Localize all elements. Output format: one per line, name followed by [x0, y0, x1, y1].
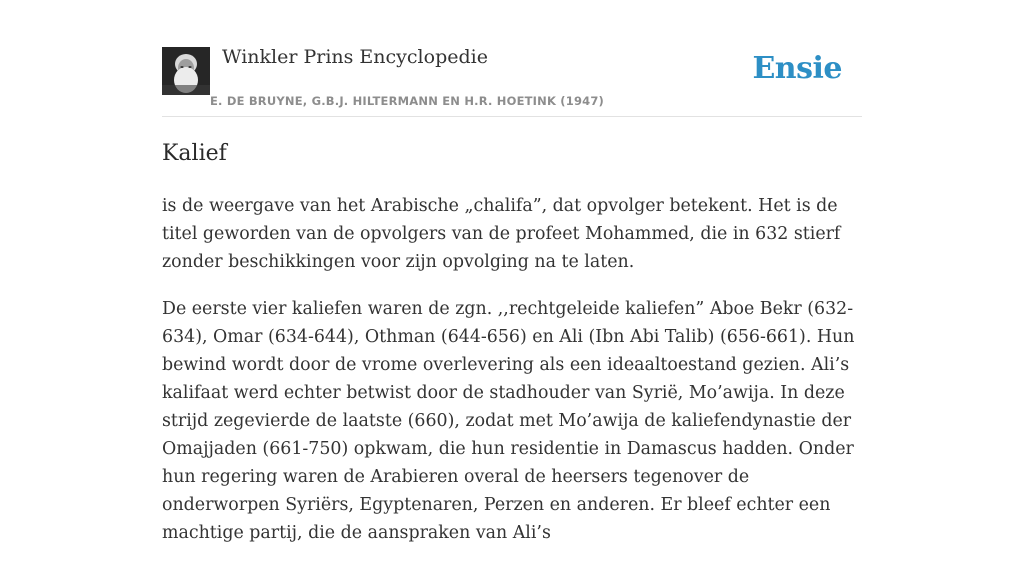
- source-title[interactable]: Winkler Prins Encyclopedie: [222, 46, 488, 68]
- article-title: Kalief: [162, 141, 227, 166]
- source-authors: E. DE BRUYNE, G.B.J. HILTERMANN EN H.R. HOETINK (1947): [210, 94, 605, 108]
- source-header: [162, 0, 862, 117]
- article-paragraph: De eerste vier kaliefen waren de zgn. ,,rechtgeleide kaliefen” Aboe Bekr (632-634), Omar (634-644), Othman (644-656) en Ali (Ibn Abi Talib) (656-661). Hun bewind wordt door de vrome overlevering als een ideaaltoestand gezien. Ali’s kalifaat werd echter betwist door de stadhouder van Syrië, Mo’awija. In deze strijd zegevierde de laatste (660), zodat met Mo’awija de kaliefendynastie der Omajjaden (661-750) opkwam, die hun residentie in Damascus hadden. Onder hun regering waren de Arabieren overal de heersers tegenover de onderworpen Syriërs, Egyptenaren, Perzen en anderen. Er bleef echter een machtige partij, die de aanspraken van Ali’s: [162, 299, 855, 543]
- author-avatar[interactable]: [162, 47, 210, 95]
- portrait-image: [162, 47, 210, 95]
- article-paragraph: is de weergave van het Arabische „chalifa”, dat opvolger betekent. Het is de titel geworden van de opvolgers van de profeet Mohammed, die in 632 stierf zonder beschikkingen voor zijn opvolging na te laten.: [162, 196, 841, 272]
- ensie-logo[interactable]: Ensie: [752, 51, 842, 86]
- page: [162, 0, 862, 543]
- article-body: [162, 192, 862, 566]
